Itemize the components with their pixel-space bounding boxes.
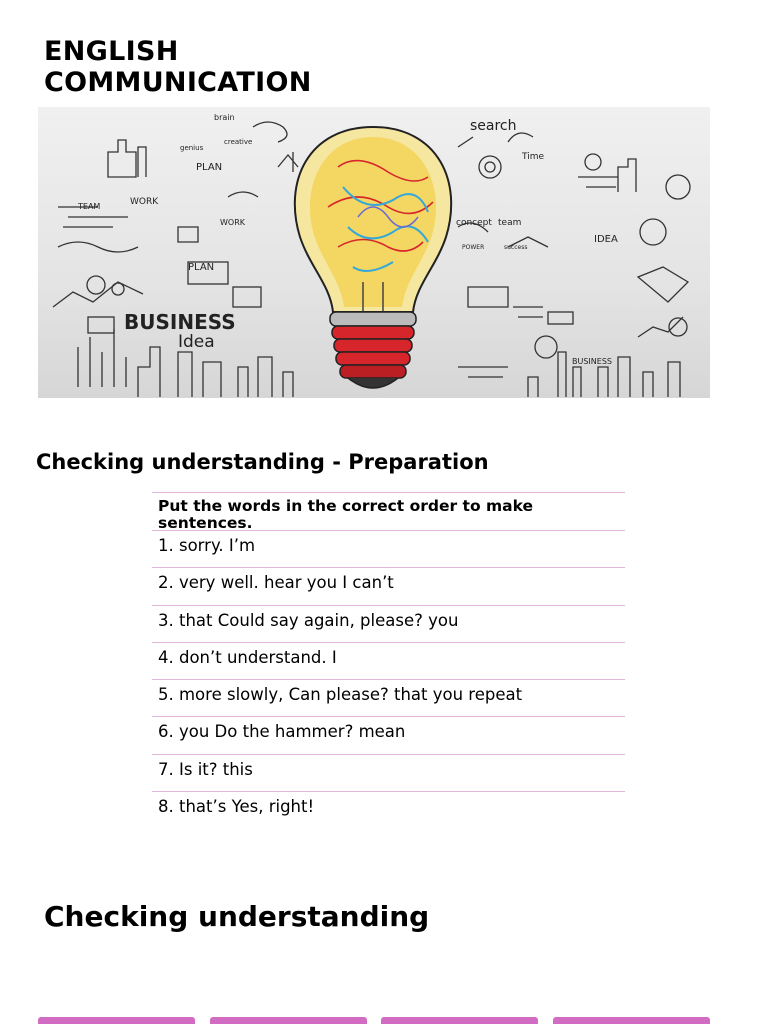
worksheet-instruction: Put the words in the correct order to make sentences.: [158, 497, 534, 532]
worksheet-item: [152, 530, 625, 567]
hero-word-idea-2: IDEA: [594, 234, 618, 245]
hero-word-plan-2: PLAN: [188, 262, 215, 273]
title-line-1: ENGLISH: [44, 36, 179, 67]
section-heading-checking-understanding: Checking understanding: [44, 900, 430, 933]
hero-word-brain: brain: [214, 113, 235, 122]
bottom-card-strip: [38, 1017, 710, 1024]
worksheet-item: [152, 605, 625, 642]
worksheet-item-text: 5. more slowly, Can please? that you repeat: [158, 685, 523, 705]
hero-word-team-2: team: [498, 218, 522, 228]
worksheet-item-text: 2. very well. hear you I can’t: [158, 573, 394, 593]
hero-word-creative: creative: [224, 138, 253, 146]
hero-word-plan: PLAN: [196, 162, 223, 173]
worksheet-item: [152, 754, 625, 791]
worksheet-items: [152, 530, 625, 828]
word-order-worksheet: [152, 492, 625, 817]
worksheet-item: [152, 642, 625, 679]
hero-word-success: success: [504, 244, 528, 251]
hero-word-power: POWER: [462, 244, 485, 251]
card-top-edge: [38, 1017, 195, 1024]
card-top-edge: [210, 1017, 367, 1024]
hero-word-work-2: WORK: [220, 218, 246, 227]
card-top-edge: [381, 1017, 538, 1024]
hero-word-team: TEAM: [78, 202, 101, 211]
worksheet-item: [152, 567, 625, 604]
worksheet-item-text: 3. that Could say again, please? you: [158, 610, 459, 630]
section-heading-preparation: Checking understanding - Preparation: [36, 450, 489, 474]
hero-word-concept: concept: [456, 218, 492, 228]
hero-word-work: WORK: [130, 197, 159, 207]
lightbulb-icon: [295, 127, 451, 388]
card-top-edge: [553, 1017, 710, 1024]
hero-word-search: search: [470, 118, 517, 134]
worksheet-item: [152, 791, 625, 828]
title-line-2: COMMUNICATION: [44, 67, 312, 98]
worksheet-item-text: 4. don’t understand. I: [158, 647, 337, 667]
worksheet-item-text: 1. sorry. I’m: [158, 536, 256, 555]
hero-word-genius: genius: [180, 144, 204, 152]
worksheet-top-rule: [152, 492, 625, 493]
worksheet-item-text: 6. you Do the hammer? mean: [158, 722, 406, 742]
worksheet-item: [152, 716, 625, 753]
worksheet-item-text: 7. Is it? this: [158, 759, 253, 779]
hero-word-time: Time: [522, 152, 545, 162]
hero-word-business-2: BUSINESS: [572, 357, 612, 366]
hero-word-business: BUSINESS: [124, 310, 236, 334]
document-title: [44, 36, 312, 98]
business-doodle-lightbulb-image: [38, 107, 710, 398]
hero-illustration: [38, 107, 710, 398]
hero-word-idea: Idea: [178, 332, 215, 352]
worksheet-item: [152, 679, 625, 716]
worksheet-item-text: 8. that’s Yes, right!: [158, 797, 315, 817]
